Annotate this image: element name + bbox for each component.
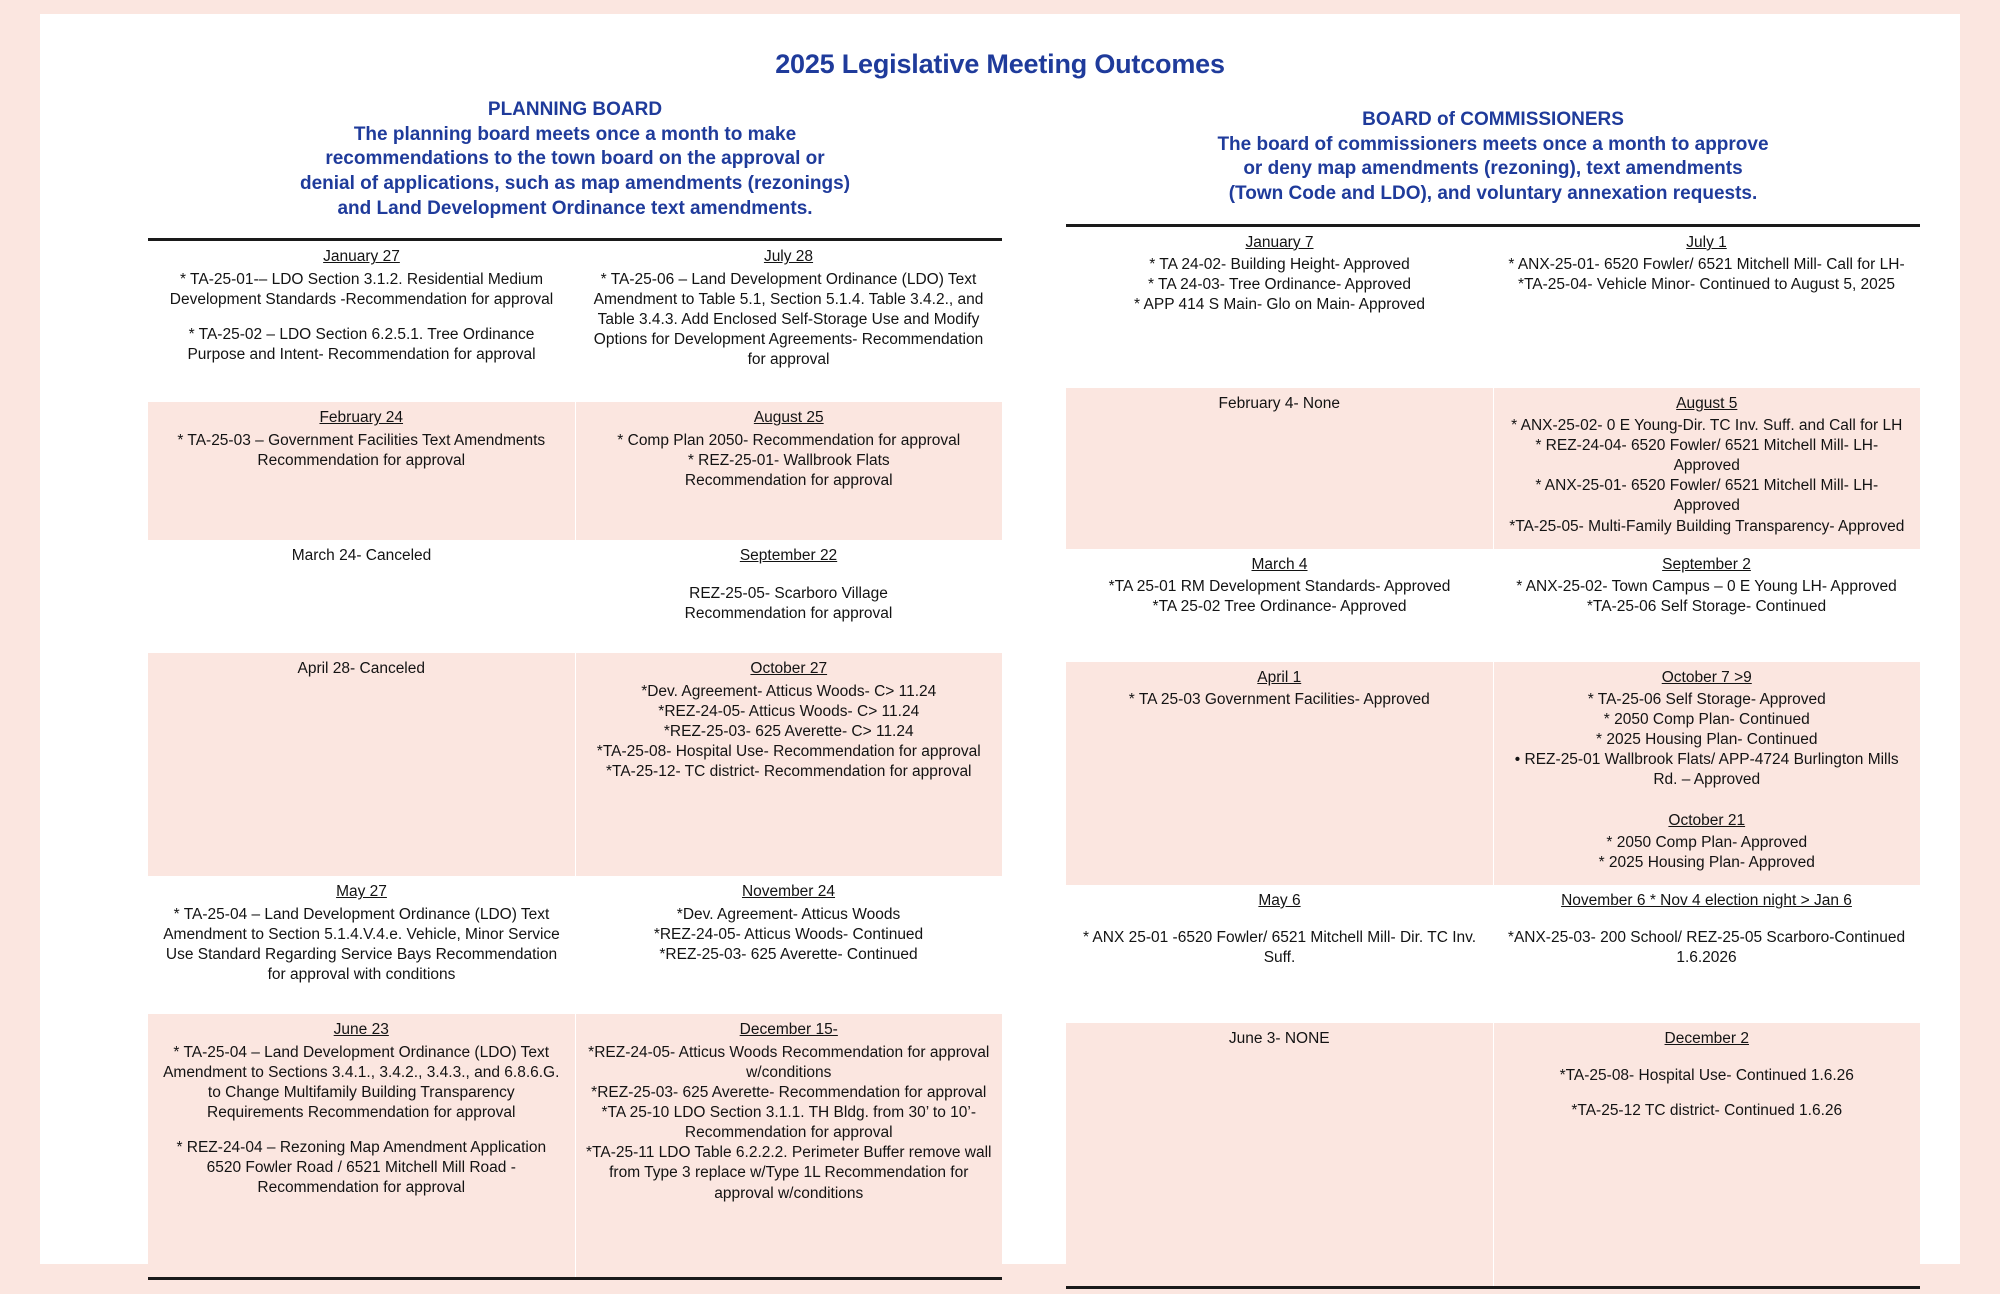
meeting-cell-left [148, 540, 575, 653]
meeting-row [1066, 388, 1920, 549]
meeting-row [1066, 225, 1920, 388]
meeting-date-label-secondary: October 21 [1668, 811, 1746, 829]
meeting-item: * 2025 Housing Plan- Approved [1598, 853, 1815, 871]
meeting-item: *TA-25-11 LDO Table 6.2.2.2. Perimeter Buffer remove wall from Type 3 replace w/Type 1L Recommendation for approval w/conditions [586, 1144, 992, 1202]
meeting-date-label: January 27 [323, 248, 400, 266]
meeting-cell-right [575, 876, 1002, 1014]
spacer [1504, 1051, 1911, 1066]
document-page [40, 14, 1960, 1264]
meeting-cell-right [575, 540, 1002, 653]
meeting-date-label: September 22 [739, 547, 838, 565]
meeting-item: *REZ-24-05- Atticus Woods Recommendation for approval w/conditions [588, 1043, 990, 1081]
spacer [1503, 913, 1910, 928]
meeting-item: REZ-25-05- Scarboro Village [689, 584, 888, 602]
meeting-date-label: February 4- None [1218, 394, 1340, 412]
boc-desc-line-2: or deny map amendments (rezoning), text amendments [1243, 158, 1743, 180]
boc-desc-line-3: (Town Code and LDO), and voluntary annexation requests. [1228, 183, 1758, 205]
meeting-date-label: July 28 [763, 248, 814, 266]
meeting-item: * TA-25-04 – Land Development Ordinance (LDO) Text Amendment to Section 5.1.4.V.4.e. Vehicle, Minor Service Use Standard Regarding Service Bays Recommendation for approval with conditions [163, 905, 560, 983]
planning-board-desc-line-4: and Land Development Ordinance text amendments. [337, 197, 813, 219]
board-of-commissioners-header [1066, 108, 1920, 207]
planning-board-desc-line-3: denial of applications, such as map amendments (rezonings) [299, 173, 851, 195]
spacer [585, 569, 992, 584]
columns-container [40, 98, 1960, 1289]
boc-table-body [1066, 225, 1920, 1287]
meeting-cell-left [1066, 225, 1493, 388]
meeting-item: *TA 25-10 LDO Section 3.1.1. TH Bldg. from 30’ to 10’- Recommendation for approval [601, 1104, 976, 1142]
meeting-date-label: June 23 [333, 1021, 389, 1039]
planning-board-desc-line-1: The planning board meets once a month to make [353, 123, 797, 145]
page-title: 2025 Legislative Meeting Outcomes [775, 49, 1225, 79]
meeting-cell-right [1493, 549, 1920, 662]
meeting-item: * ANX-25-01- 6520 Fowler/ 6521 Mitchell Mill- Call for LH- *TA-25-04- Vehicle Minor- Continued to August 5, 2025 [1508, 255, 1905, 294]
meeting-item: *TA 25-02 Tree Ordinance- Approved [1152, 598, 1407, 616]
meeting-row [148, 653, 1002, 876]
meeting-cell-left [1066, 885, 1493, 1023]
meeting-date-label: May 6 [1258, 892, 1301, 909]
meeting-date-label: April 28- Canceled [297, 660, 425, 678]
meeting-row [148, 402, 1002, 540]
spacer [158, 310, 565, 325]
meeting-cell-left [1066, 1023, 1493, 1288]
meeting-date-label: November 24 [741, 883, 836, 901]
meeting-item: * TA-25-03 – Government Facilities Text Amendments Recommendation for approval [177, 431, 546, 469]
meeting-cell-left [148, 876, 575, 1014]
meeting-cell-right [1493, 662, 1920, 885]
meeting-item: *TA-25-08- Hospital Use- Continued 1.6.26 [1559, 1067, 1854, 1085]
board-of-commissioners-column [1026, 98, 1960, 1289]
meeting-cell-right [575, 402, 1002, 540]
meeting-item: * ANX-25-01- 6520 Fowler/ 6521 Mitchell Mill- LH-Approved [1535, 477, 1879, 515]
meeting-item: *TA-25-12 TC district- Continued 1.6.26 [1571, 1102, 1843, 1120]
meeting-item: * REZ-25-01- Wallbrook Flats [687, 451, 890, 469]
meeting-date-label: April 1 [1257, 668, 1302, 686]
meeting-item: *TA-25-06 Self Storage- Continued [1586, 598, 1827, 616]
meeting-item: * TA 25-03 Government Facilities- Approved [1128, 690, 1430, 708]
meeting-item: Recommendation for approval [684, 471, 893, 489]
meeting-item: * TA-25-01-– LDO Section 3.1.2. Residential Medium Development Standards -Recommendation for approval [169, 270, 554, 308]
meeting-cell-left [148, 240, 575, 403]
secondary-meeting-block [1504, 811, 1911, 873]
meeting-item: *TA-25-05- Multi-Family Building Transparency- Approved [1509, 517, 1905, 535]
meeting-date-label: January 7 [1245, 233, 1314, 251]
meeting-cell-right [1493, 885, 1920, 1023]
meeting-item: *REZ-25-03- 625 Averette- C> 11.24 [663, 722, 914, 740]
meeting-item: * 2050 Comp Plan- Approved [1606, 833, 1808, 851]
meeting-cell-left [148, 402, 575, 540]
planning-board-column [40, 98, 1026, 1289]
meeting-date-label: August 5 [1676, 394, 1738, 412]
meeting-row [148, 240, 1002, 403]
meeting-item: *REZ-24-05- Atticus Woods- Continued [653, 925, 924, 943]
spacer [1504, 1086, 1911, 1101]
meeting-item: * TA-25-04 – Land Development Ordinance (LDO) Text Amendment to Sections 3.4.1., 3.4.2., 3.4.3., and 6.8.6.G. to Change Multifamily Building Transparency Requirements Recommendation for approval [163, 1043, 560, 1121]
meeting-date-label: July 1 [1686, 233, 1727, 251]
meeting-item: *TA-25-12- TC district- Recommendation for approval [605, 763, 972, 781]
meeting-row [1066, 1023, 1920, 1288]
spacer [158, 1123, 565, 1138]
meeting-item: *ANX-25-03- 200 School/ REZ-25-05 Scarboro-Continued 1.6.2026 [1507, 929, 1906, 967]
boc-desc-line-1: The board of commissioners meets once a month to approve [1217, 133, 1769, 155]
meeting-row [1066, 885, 1920, 1023]
meeting-item: • REZ-25-01 Wallbrook Flats/ APP-4724 Burlington Mills Rd. – Approved [1514, 751, 1899, 789]
meeting-item: * ANX-25-02- Town Campus – 0 E Young LH- Approved [1516, 577, 1897, 595]
meeting-row [1066, 549, 1920, 662]
planning-board-name: PLANNING BOARD [487, 99, 663, 120]
meeting-date-label: December 2 [1664, 1030, 1749, 1047]
meeting-item: * 2025 Housing Plan- Continued [1596, 731, 1818, 749]
planning-board-desc-line-2: recommendations to the town board on the approval or [325, 148, 825, 170]
meeting-item: *REZ-25-03- 625 Averette- Recommendation for approval [591, 1083, 987, 1101]
meeting-row [148, 876, 1002, 1014]
meeting-item: * Comp Plan 2050- Recommendation for approval [617, 431, 961, 449]
meeting-row [148, 1014, 1002, 1279]
meeting-item: * ANX-25-02- 0 E Young-Dir. TC Inv. Suff. and Call for LH [1511, 416, 1903, 434]
meeting-date-label: November 6 * Nov 4 election night > Jan 6 [1561, 892, 1852, 909]
meeting-date-label: October 7 >9 [1661, 668, 1752, 686]
meeting-item: * TA-25-06 – Land Development Ordinance (LDO) Text Amendment to Table 5.1, Section 5.1.4. Table 3.4.2., and Table 3.4.3. Add Enclosed Self-Storage Use and Modify Options for Development Agreements- Recommendation for approval [593, 270, 984, 369]
meeting-item: * APP 414 S Main- Glo on Main- Approved [1134, 296, 1425, 314]
meeting-date-label: May 27 [336, 883, 387, 901]
meeting-cell-left [148, 653, 575, 876]
meeting-cell-right [1493, 225, 1920, 388]
spacer [1076, 913, 1483, 928]
meeting-cell-left [1066, 662, 1493, 885]
meeting-item: Recommendation for approval [684, 604, 893, 622]
meeting-date-label: June 3- NONE [1228, 1030, 1330, 1047]
meeting-cell-right [1493, 388, 1920, 549]
planning-board-table-body [148, 240, 1002, 1279]
meeting-date-label: August 25 [753, 409, 824, 427]
meeting-cell-left [148, 1014, 575, 1279]
meeting-cell-left [1066, 549, 1493, 662]
meeting-date-label: March 24- Canceled [291, 547, 432, 565]
meeting-item: * TA 24-02- Building Height- Approved [1149, 255, 1410, 273]
planning-board-table [148, 238, 1002, 1280]
meeting-date-label: February 24 [319, 409, 404, 427]
meeting-cell-left [1066, 388, 1493, 549]
meeting-row [148, 540, 1002, 653]
meeting-row [1066, 662, 1920, 885]
meeting-cell-right [575, 240, 1002, 403]
board-of-commissioners-table [1066, 224, 1920, 1289]
meeting-item: * 2050 Comp Plan- Continued [1603, 711, 1810, 729]
meeting-item: *TA 25-01 RM Development Standards- Approved [1108, 577, 1451, 595]
planning-board-header [148, 98, 1002, 221]
meeting-item: *Dev. Agreement- Atticus Woods- C> 11.24 [641, 682, 937, 700]
meeting-item: * TA 24-03- Tree Ordinance- Approved [1147, 276, 1412, 294]
meeting-cell-right [1493, 1023, 1920, 1288]
meeting-item: *TA-25-08- Hospital Use- Recommendation for approval [596, 743, 981, 760]
meeting-cell-right [575, 653, 1002, 876]
meeting-item: * TA-25-02 – LDO Section 6.2.5.1. Tree Ordinance Purpose and Intent- Recommendation for approval [187, 325, 536, 363]
meeting-item: *Dev. Agreement- Atticus Woods [676, 905, 901, 923]
meeting-item: *REZ-25-03- 625 Averette- Continued [659, 945, 918, 963]
meeting-item: * TA-25-06 Self Storage- Approved [1587, 690, 1826, 708]
meeting-date-label: December 15- [739, 1021, 838, 1039]
meeting-date-label: October 27 [750, 660, 828, 678]
meeting-date-label: September 2 [1662, 555, 1751, 573]
meeting-item: * REZ-24-04 – Rezoning Map Amendment Application 6520 Fowler Road / 6521 Mitchell Mill Road - Recommendation for approval [176, 1139, 547, 1197]
meeting-item: * REZ-24-04- 6520 Fowler/ 6521 Mitchell Mill- LH-Approved [1535, 437, 1879, 475]
meeting-date-label: March 4 [1251, 555, 1308, 573]
meeting-item: * ANX 25-01 -6520 Fowler/ 6521 Mitchell Mill- Dir. TC Inv. Suff. [1082, 929, 1477, 967]
meeting-item: *REZ-24-05- Atticus Woods- C> 11.24 [658, 702, 920, 720]
board-of-commissioners-name: BOARD of COMMISSIONERS [1362, 109, 1624, 130]
meeting-cell-right [575, 1014, 1002, 1279]
